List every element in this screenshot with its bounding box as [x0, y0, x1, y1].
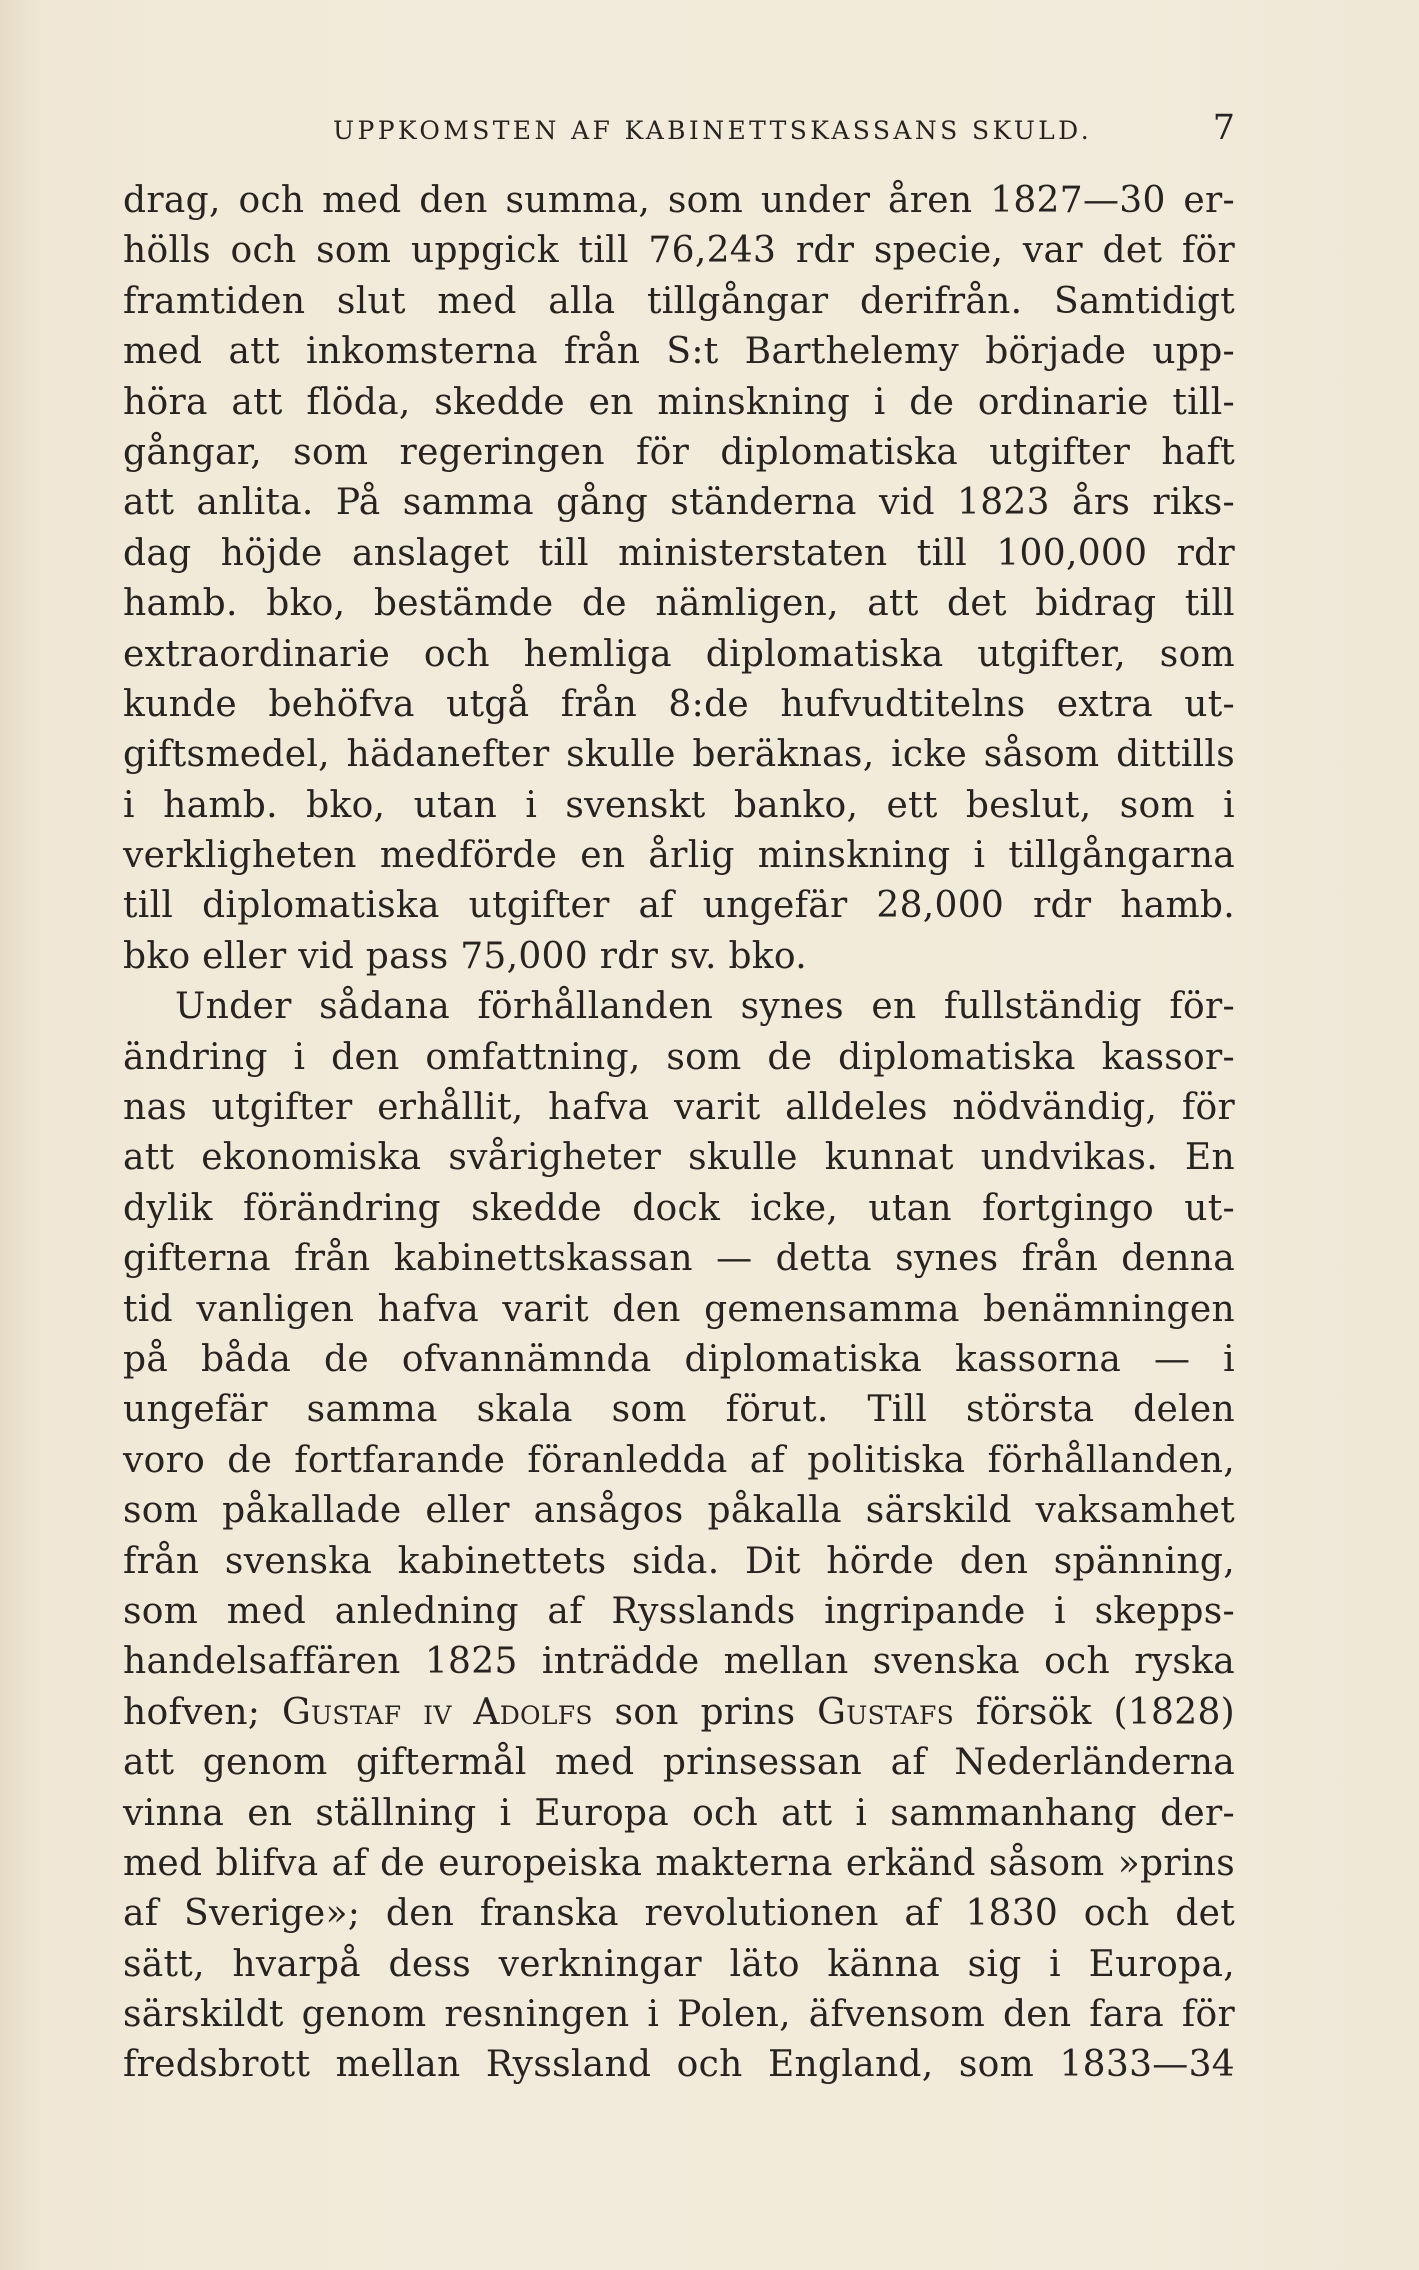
- text-line: dag höjde anslaget till ministerstaten till 100,000 rdr: [123, 532, 1235, 574]
- text-line: handelsaffären 1825 inträdde mellan svenska och ryska: [123, 1641, 1235, 1683]
- person-name-small-caps: Gustafs: [817, 1691, 955, 1733]
- text-line: som påkallade eller ansågos påkalla särskild vaksamhet: [123, 1490, 1235, 1532]
- text-line: i hamb. bko, utan i svenskt banko, ett beslut, som i: [123, 784, 1235, 826]
- running-head: UPPKOMSTEN AF KABINETTSKASSANS SKULD.: [333, 116, 1093, 145]
- text-line: som med anledning af Rysslands ingripande i skepps-: [123, 1590, 1235, 1632]
- text-line: med blifva af de europeiska makterna erkänd såsom »prins: [123, 1842, 1235, 1884]
- text-line: drag, och med den summa, som under åren 1827—30 er-: [123, 180, 1235, 221]
- text-line: af Sverige»; den franska revolutionen af 1830 och det: [123, 1893, 1235, 1935]
- body-text: [123, 176, 1235, 2091]
- text-line-small-caps: [123, 1688, 1235, 1738]
- text-line: från svenska kabinettets sida. Dit hörde den spänning,: [123, 1540, 1235, 1582]
- text-line: på båda de ofvannämnda diplomatiska kassorna — i: [123, 1338, 1235, 1380]
- text-line: gångar, som regeringen för diplomatiska utgifter haft: [123, 431, 1235, 473]
- text-line: tid vanligen hafva varit den gemensamma benämningen: [123, 1288, 1235, 1330]
- paragraph-end-line: bko eller vid pass 75,000 rdr sv. bko.: [123, 935, 807, 977]
- text-line: gifterna från kabinettskassan — detta synes från denna: [123, 1238, 1235, 1280]
- text-line: voro de fortfarande föranledda af politiska förhållanden,: [123, 1439, 1235, 1481]
- text-line: framtiden slut med alla tillgångar derifrån. Samtidigt: [123, 280, 1235, 322]
- page-header: [123, 108, 1235, 152]
- text-line: fredsbrott mellan Ryssland och England, som 1833—34: [123, 2044, 1235, 2086]
- text-line: kunde behöfva utgå från 8:de hufvudtitelns extra ut-: [123, 683, 1235, 725]
- text-fragment: försök (1828): [954, 1691, 1235, 1733]
- text-line: höra att flöda, skedde en minskning i de ordinarie till-: [123, 381, 1235, 423]
- page-number: 7: [1212, 108, 1235, 148]
- text-line: ändring i den omfattning, som de diplomatiska kassor-: [123, 1036, 1235, 1078]
- text-line: hölls och som uppgick till 76,243 rdr specie, var det för: [123, 230, 1235, 272]
- text-line: ungefär samma skala som förut. Till största delen: [123, 1389, 1235, 1431]
- text-line: extraordinarie och hemliga diplomatiska utgifter, som: [123, 633, 1235, 675]
- text-line: verkligheten medförde en årlig minskning i tillgångarna: [123, 835, 1235, 877]
- text-line: att ekonomiska svårigheter skulle kunnat undvikas. En: [123, 1137, 1235, 1179]
- text-line: nas utgifter erhållit, hafva varit alldeles nödvändig, för: [123, 1087, 1235, 1129]
- text-line: att genom giftermål med prinsessan af Nederländerna: [123, 1742, 1235, 1784]
- text-fragment: son prins: [592, 1691, 818, 1733]
- person-name-small-caps: Gustaf iv Adolfs: [281, 1691, 593, 1733]
- paragraph-start-line: Under sådana förhållanden synes en fullständig för-: [175, 986, 1235, 1028]
- text-line: till diplomatiska utgifter af ungefär 28,000 rdr hamb.: [123, 885, 1235, 927]
- text-line: hamb. bko, bestämde de nämligen, att det bidrag till: [123, 583, 1235, 625]
- text-line: sätt, hvarpå dess verkningar läto känna sig i Europa,: [123, 1943, 1235, 1985]
- text-line: att anlita. På samma gång ständerna vid 1823 års riks-: [123, 482, 1235, 524]
- text-line: vinna en ställning i Europa och att i sammanhang der-: [123, 1792, 1235, 1834]
- text-line: särskildt genom resningen i Polen, äfvensom den fara för: [123, 1994, 1235, 2036]
- text-fragment: hofven;: [123, 1691, 282, 1733]
- text-line: giftsmedel, hädanefter skulle beräknas, icke såsom dittills: [123, 734, 1235, 776]
- text-line: dylik förändring skedde dock icke, utan fortgingo ut-: [123, 1187, 1235, 1229]
- text-line: med att inkomsterna från S:t Barthelemy började upp-: [123, 331, 1235, 373]
